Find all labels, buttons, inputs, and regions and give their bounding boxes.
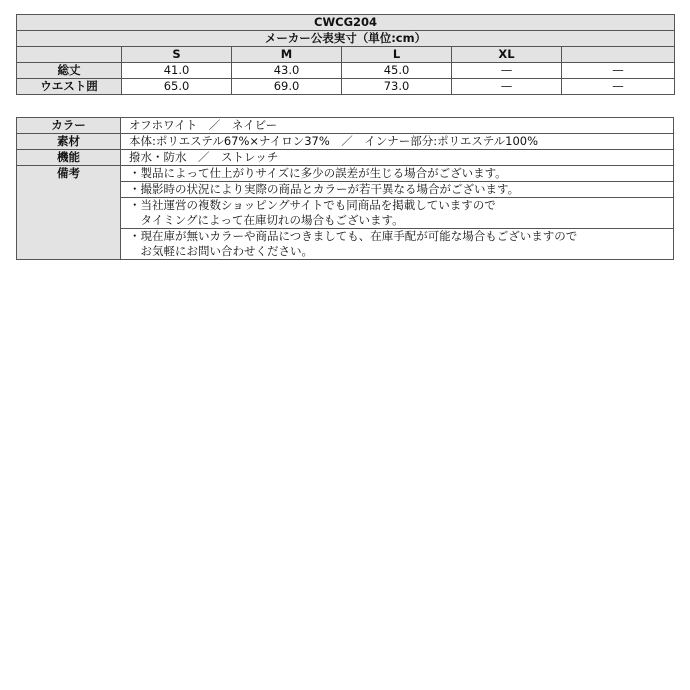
table-cell: — bbox=[562, 79, 675, 95]
note-text: ・当社運営の複数ショッピングサイトでも同商品を掲載していますので bbox=[129, 198, 496, 212]
size-header-s: S bbox=[122, 47, 232, 63]
size-header-corner bbox=[17, 47, 122, 63]
table-cell: 69.0 bbox=[232, 79, 342, 95]
note-text: タイミングによって在庫切れの場合もございます。 bbox=[129, 213, 404, 227]
size-header-m: M bbox=[232, 47, 342, 63]
spec-row-material bbox=[17, 134, 674, 150]
table-cell: 45.0 bbox=[342, 63, 452, 79]
table-cell: — bbox=[562, 63, 675, 79]
material-value: 本体:ポリエステル67%×ナイロン37% ／ インナー部分:ポリエステル100% bbox=[121, 134, 674, 150]
size-table-subtitle-row bbox=[17, 31, 675, 47]
table-cell: 43.0 bbox=[232, 63, 342, 79]
size-header-xl: XL bbox=[452, 47, 562, 63]
table-row bbox=[17, 79, 675, 95]
notes-label: 備考 bbox=[17, 166, 121, 260]
color-label: カラー bbox=[17, 118, 121, 134]
note-text: ・現在庫が無いカラーや商品につきましても、在庫手配が可能な場合もございますので bbox=[129, 229, 578, 243]
size-unit-caption: メーカー公表実寸（単位:cm） bbox=[17, 31, 675, 47]
color-value: オフホワイト ／ ネイビー bbox=[121, 118, 674, 134]
table-row bbox=[17, 63, 675, 79]
note-item bbox=[121, 182, 674, 198]
size-table-title-row bbox=[17, 15, 675, 31]
note-item bbox=[121, 229, 674, 260]
table-cell: — bbox=[452, 63, 562, 79]
function-value: 撥水・防水 ／ ストレッチ bbox=[121, 150, 674, 166]
note-text: ・撮影時の状況により実際の商品とカラーが若干異なる場合がございます。 bbox=[129, 182, 520, 196]
table-cell: — bbox=[452, 79, 562, 95]
table-cell: 65.0 bbox=[122, 79, 232, 95]
size-header-blank bbox=[562, 47, 675, 63]
material-label: 素材 bbox=[17, 134, 121, 150]
row-label-waist: ウエスト囲 bbox=[17, 79, 122, 95]
table-cell: 41.0 bbox=[122, 63, 232, 79]
size-header-row bbox=[17, 47, 675, 63]
spec-table bbox=[16, 117, 674, 260]
table-cell: 73.0 bbox=[342, 79, 452, 95]
product-code: CWCG204 bbox=[17, 15, 675, 31]
note-row bbox=[17, 166, 674, 182]
row-label-length: 総丈 bbox=[17, 63, 122, 79]
spec-row-function bbox=[17, 150, 674, 166]
note-item bbox=[121, 198, 674, 229]
size-table bbox=[16, 14, 675, 95]
function-label: 機能 bbox=[17, 150, 121, 166]
note-item bbox=[121, 166, 674, 182]
note-text: ・製品によって仕上がりサイズに多少の誤差が生じる場合がございます。 bbox=[129, 166, 507, 180]
spec-row-color bbox=[17, 118, 674, 134]
note-text: お気軽にお問い合わせください。 bbox=[129, 244, 313, 258]
size-header-l: L bbox=[342, 47, 452, 63]
